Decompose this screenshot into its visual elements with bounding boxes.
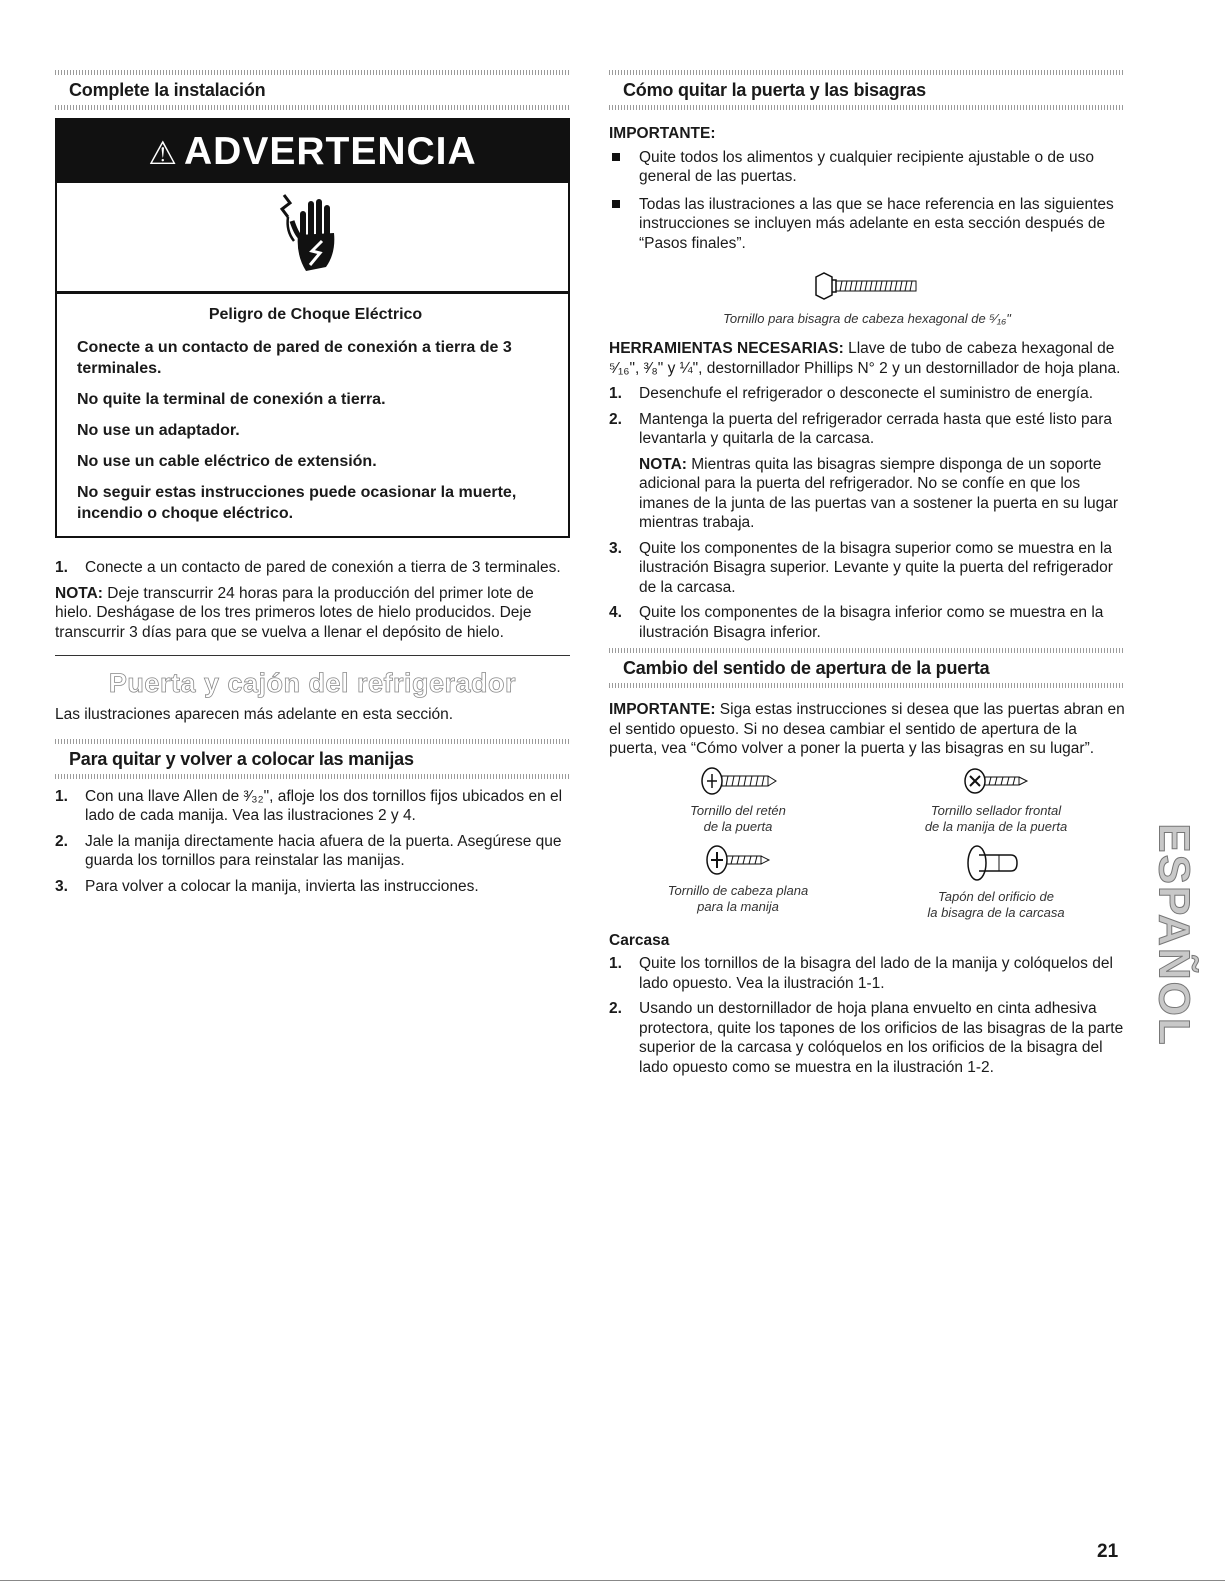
reverse-important: IMPORTANTE: Siga estas instrucciones si desea que las puertas abran en el sentido opuesto. Si no desea cambiar el sentido de apertura de la puerta, vea “Cómo volver a poner la puerta y las bisagras en su lugar”. <box>609 701 1125 757</box>
list-item: Quite todos los alimentos y cualquier recipiente ajustable o de uso general de las puertas. <box>609 148 1125 187</box>
hazard-heading: Peligro de Choque Eléctrico <box>208 306 423 323</box>
door-retainer-screw-icon <box>698 765 778 797</box>
list-item: 2. Jale la manija directamente hacia afuera de la puerta. Asegúrese que guarda los tornillos para reinstalar las manijas. <box>55 832 562 869</box>
list-item: 1. Desenchufe el refrigerador o desconecte el suministro de energía. <box>609 385 1094 402</box>
warning-line: No use un adaptador. <box>77 422 240 439</box>
install-heading: Complete la instalación <box>55 70 570 110</box>
install-note: NOTA: Deje transcurrir 24 horas para la producción del primer lote de hielo. Deshágase de los tres primeros lotes de hielo producidos. Deje transcurrir 3 días para que se vuelva a llenar el depósito de hielo. <box>55 584 534 641</box>
important-label: IMPORTANTE: <box>609 125 716 142</box>
step2-note: NOTA: Mientras quita las bisagras siempre disponga de un soporte adicional para la puerta del refrigerador. No se confíe en que los imanes de la junta de las puertas van a sostener la puerta en su lugar mientras trabaja. <box>639 455 1119 531</box>
figure-handle-front-seal-screw: Tornillo sellador frontal de la manija de la puerta <box>867 765 1125 835</box>
list-item: 2. Mantenga la puerta del refrigerador cerrada hasta que esté listo para levantarla y quitarla de la carcasa. NOTA: Mientras quita las bisagras siempre disponga de un soporte adicional para la puerta del refrigerador. No se confíe en que los imanes de la junta de las puertas van a sostener la puerta en su lugar mientras trabaja. <box>609 410 1125 533</box>
list-item: 3. Para volver a colocar la manija, invierta las instrucciones. <box>55 877 479 895</box>
warning-line: Conecte a un contacto de pared de conexión a tierra de 3 terminales. <box>77 339 512 377</box>
left-column <box>55 70 570 902</box>
section-intro: Las ilustraciones aparecen más adelante en esta sección. <box>55 706 454 723</box>
install-steps <box>55 558 570 578</box>
warning-title-bar <box>57 120 568 183</box>
cabinet-steps <box>609 954 1125 1077</box>
hex-screw-caption: Tornillo para bisagra de cabeza hexagonal de ⁵⁄₁₆" <box>723 311 1011 326</box>
warning-title: ADVERTENCIA <box>184 130 477 173</box>
figure-door-retainer-screw: Tornillo del retén de la puerta <box>609 765 867 835</box>
figure-flat-head-handle-screw: Tornillo de cabeza plana para la manija <box>609 843 867 921</box>
list-item: 1. Quite los tornillos de la bisagra del lado de la manija y colóquelos del lado opuesto. Vea la ilustración 1-1. <box>609 955 1113 992</box>
page-bottom-rule <box>0 1580 1225 1581</box>
cabinet-label: Carcasa <box>609 931 670 949</box>
hinge-hole-plug-icon <box>961 843 1031 883</box>
right-column <box>609 70 1125 1083</box>
remove-steps <box>609 384 1125 642</box>
page-number: 21 <box>1097 1541 1119 1562</box>
hardware-figures <box>609 765 1125 921</box>
section-title: Puerta y cajón del refrigerador <box>108 668 517 698</box>
figure-hinge-hole-plug: Tapón del orificio de la bisagra de la carcasa <box>867 843 1125 921</box>
warning-box <box>55 118 570 538</box>
list-item: 2. Usando un destornillador de hoja plana envuelto en cinta adhesiva protectora, quite los tapones de los orificios de las bisagras de la parte superior de la carcasa y colóquelos en los orificios de la bisagra del lado opuesto como se muestra en la ilustración 1-2. <box>609 1000 1124 1076</box>
handles-steps <box>55 787 570 897</box>
warning-line: No quite la terminal de conexión a tierra. <box>77 391 386 408</box>
handle-front-seal-screw-icon <box>961 765 1031 797</box>
flat-head-handle-screw-icon <box>703 843 773 877</box>
list-item: 4. Quite los componentes de la bisagra inferior como se muestra en la ilustración Bisagra inferior. <box>609 604 1104 641</box>
handles-heading: Para quitar y volver a colocar las manijas <box>55 739 570 779</box>
list-item: 3. Quite los componentes de la bisagra superior como se muestra en la ilustración Bisagra superior. Levante y quite la puerta del refrigerador de la carcasa. <box>609 539 1113 596</box>
language-side-tab: ESPAÑOL <box>1150 823 1199 1047</box>
important-bullets <box>609 148 1125 254</box>
warning-line: No seguir estas instrucciones puede ocasionar la muerte, incendio o choque eléctrico. <box>77 484 517 522</box>
warning-line: No use un cable eléctrico de extensión. <box>77 453 377 470</box>
hex-head-hinge-screw-icon <box>812 271 922 301</box>
tools-needed: HERRAMIENTAS NECESARIAS: Llave de tubo de cabeza hexagonal de ⁵⁄₁₆", ³⁄₈" y ¼", destornillador Phillips N° 2 y un destornillador de hoja plana. <box>609 340 1121 377</box>
list-item: 1. Conecte a un contacto de pared de conexión a tierra de 3 terminales. <box>55 559 561 576</box>
divider <box>55 655 570 656</box>
reverse-door-heading: Cambio del sentido de apertura de la puerta <box>609 648 1125 688</box>
list-item: Todas las ilustraciones a las que se hace referencia en las siguientes instrucciones se incluyen más adelante en esta sección después de “Pasos finales”. <box>609 195 1125 254</box>
list-item: 1. Con una llave Allen de ³⁄₃₂", afloje los dos tornillos fijos ubicados en el lado de cada manija. Vea las ilustraciones 2 y 4. <box>55 787 563 824</box>
warning-triangle-icon: ⚠ <box>148 135 178 171</box>
remove-door-heading: Cómo quitar la puerta y las bisagras <box>609 70 1125 110</box>
electric-shock-hand-icon <box>278 191 348 283</box>
